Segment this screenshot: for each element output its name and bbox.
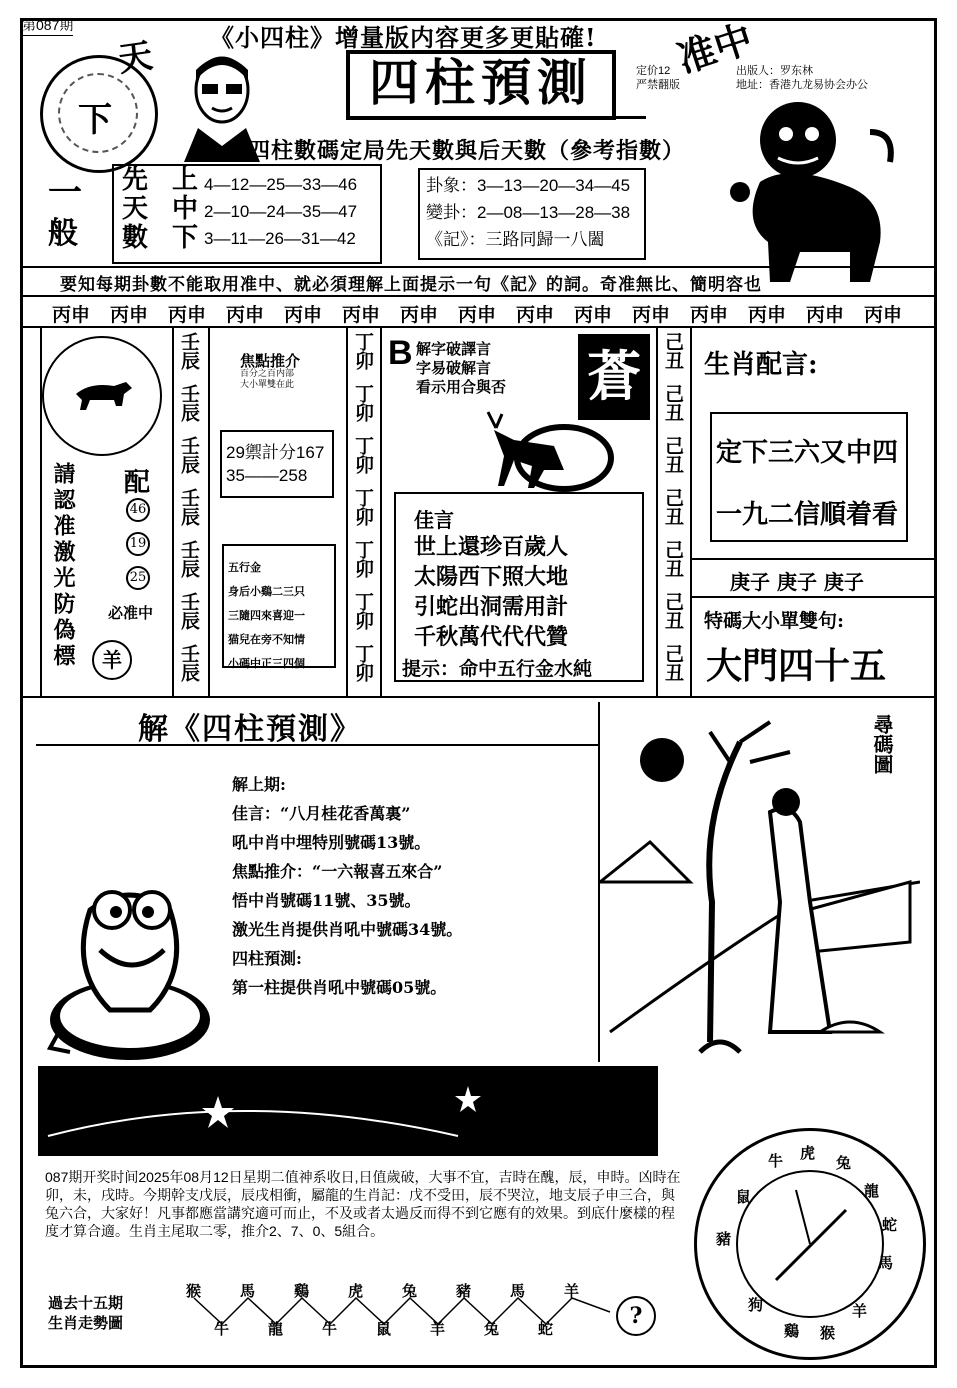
jiayan-title: 佳言 (414, 508, 454, 532)
wuxing-line: 身后小鷄二三只 (228, 585, 305, 598)
wheel-sign: 豬 (716, 1230, 732, 1248)
grid-line (656, 328, 658, 696)
solution-lines (232, 770, 462, 1002)
band-item: 丙申 (342, 304, 381, 326)
solution-line: 吼中肖中埋特別號碼13號。 (232, 833, 431, 852)
wheel-needle (736, 1170, 884, 1318)
xiantian-mid-label (172, 166, 198, 253)
wuxing-line: 小碼中正三四個 (228, 657, 305, 670)
gua-label: 變卦： (426, 203, 477, 222)
lottery-paragraph: 087期开奖时间2025年08月12日星期二值神系收日,日值歲破，大事不宜，吉時在醜，辰，申時。凶時在卯，未，戌時。今期幹支戊辰，辰戌相衝，屬龍的生肖記：戊不受田，辰不哭泣，地支辰子申三合，與兔六合，大家好！凡事都應當講究適可而止，不及或者太過反而得不到它應有的效果。到底什麼樣的程度才算合適。生肖主尾取二零，推介2、7、0、5組合。 (45, 1169, 681, 1239)
ox-icon (70, 376, 136, 418)
jichou-column (660, 332, 692, 696)
trend-top-item: 兔 (402, 1282, 418, 1300)
zodiac-title: 生肖配言: (704, 350, 818, 380)
renchen-item: 壬辰 (178, 488, 200, 526)
b-line: 字易破解言 (416, 359, 492, 377)
renchen-item: 壬辰 (178, 332, 200, 370)
renchen-item: 壬辰 (178, 592, 200, 630)
solution-line: 佳言：“八月桂花香萬裏” (232, 804, 411, 823)
trend-top-item: 猴 (186, 1282, 202, 1300)
calligraphy-1: 天 (115, 35, 156, 81)
renchen-column (176, 332, 208, 696)
xiantian-row: 4—12—25—33—46 (204, 175, 358, 194)
label-tian: 天 (122, 194, 149, 224)
wheel-sign: 鼠 (736, 1188, 752, 1206)
band-item: 丙申 (516, 304, 555, 326)
poem-line: 千秋萬代代代贊 (414, 624, 569, 650)
page-title: 四柱預測 (346, 50, 616, 120)
band-item: 丙申 (226, 304, 265, 326)
no-copy: 严禁翻版 (636, 79, 680, 91)
trend-top-item: 羊 (564, 1282, 580, 1300)
label-xia: 下 (172, 223, 199, 253)
band-item: 丙申 (52, 304, 91, 326)
grid-line (208, 328, 210, 696)
trend-top-item: 鷄 (294, 1282, 310, 1300)
wheel-sign: 龍 (864, 1182, 880, 1200)
grid-line (346, 328, 348, 696)
issue-number: 第087期 (22, 15, 73, 36)
wheel-sign: 馬 (878, 1254, 894, 1272)
trend-bottom-item: 龍 (268, 1320, 284, 1338)
yang-badge: 羊 (92, 640, 132, 680)
trend-top-item: 馬 (510, 1282, 526, 1300)
divider (20, 266, 937, 268)
band-item: 丙申 (400, 304, 439, 326)
bizhun-label: 必准中 (108, 604, 154, 622)
gua-rows (426, 172, 630, 253)
xiantian-row: 2—10—24—35—47 (204, 202, 358, 221)
focus-title: 焦點推介 (240, 352, 301, 370)
divider (690, 596, 937, 598)
cang-block: 蒼 (578, 334, 650, 420)
wheel-sign: 虎 (800, 1144, 816, 1162)
laser-vertical-text: 請認准激光防偽標 (50, 462, 76, 670)
band-item: 丙申 (574, 304, 613, 326)
solution-line: 焦點推介：“一六報喜五來合” (232, 862, 443, 881)
jichou-item: 己丑 (662, 644, 684, 682)
renchen-item: 壬辰 (178, 436, 200, 474)
wuxing-line: 三隨四來喜迎一 (228, 609, 305, 622)
solution-title: 解《四柱預測》 (138, 712, 362, 747)
b-letter: B (388, 334, 413, 372)
special-value: 大門四十五 (706, 645, 887, 687)
band-item: 丙申 (690, 304, 729, 326)
special-label: 特碼大小單雙句: (704, 610, 845, 632)
gua-label: 《記》： (426, 230, 486, 249)
address: 地址：香港九龙易协会办公 (736, 79, 868, 91)
pei-num: 19 (126, 532, 150, 556)
jichou-item: 己丑 (662, 540, 684, 578)
wheel-sign: 兔 (836, 1154, 852, 1172)
title-underline (346, 116, 646, 119)
pei-num: 46 (126, 498, 150, 522)
renchen-item: 壬辰 (178, 540, 200, 578)
jiayan-poem (414, 532, 568, 652)
poem-line: 太陽西下照大地 (414, 564, 569, 590)
price: 定价12 (636, 65, 671, 77)
jichou-item: 己丑 (662, 592, 684, 630)
band-item: 丙申 (632, 304, 671, 326)
band-item: 丙申 (806, 304, 845, 326)
wheel-sign: 蛇 (882, 1216, 898, 1234)
gua-value: 三路同歸一八闔 (485, 230, 605, 249)
deer-image (474, 410, 614, 494)
slogan: 猜中必中 百發百中 (466, 1132, 625, 1154)
renchen-item: 壬辰 (178, 644, 200, 682)
jichou-item: 己丑 (662, 384, 684, 422)
focus-calc-1: 29禦計分167 (226, 443, 325, 462)
dingmao-item: 丁卯 (352, 644, 374, 682)
dingmao-item: 丁卯 (352, 384, 374, 422)
solution-line: 悟中肖號碼11號、35號。 (232, 891, 421, 910)
trend-top-item: 虎 (348, 1282, 364, 1300)
dingmao-item: 丁卯 (352, 592, 374, 630)
band-item: 丙申 (284, 304, 323, 326)
xiantian-row: 3—11—26—31—42 (204, 229, 356, 248)
trend-top-item: 豬 (456, 1282, 472, 1300)
poem-line: 引蛇出洞需用計 (414, 594, 569, 620)
top-banner: 《小四柱》增量版内容更多更貼確! (210, 23, 597, 52)
publisher: 出版人：罗东林 (736, 65, 813, 77)
trend-bottom-item: 羊 (430, 1320, 446, 1338)
bingshen-band (20, 295, 937, 328)
trend-bottom-item: 蛇 (538, 1320, 554, 1338)
focus-sub2: 大小單雙在此 (240, 379, 295, 389)
b-line: 看示用合與否 (416, 378, 507, 396)
scene-image (600, 702, 920, 1062)
band-item: 丙申 (748, 304, 787, 326)
label-zhong: 中 (172, 194, 199, 224)
band-item: 丙申 (168, 304, 207, 326)
trend-bottom-item: 兔 (484, 1320, 500, 1338)
pei-num: 25 (126, 566, 150, 590)
trend-zigzag-line (180, 1290, 620, 1330)
jichou-item: 己丑 (662, 488, 684, 526)
trend-top-item: 馬 (240, 1282, 256, 1300)
zodiac-line-1: 定下三六又中四 (716, 438, 899, 468)
label-shu: 數 (122, 223, 149, 253)
gua-label: 卦象： (426, 176, 477, 195)
jichou-item: 己丑 (662, 436, 684, 474)
lion-image (720, 92, 910, 292)
b-line: 解字破譯言 (416, 340, 492, 358)
renchen-item: 壬辰 (178, 384, 200, 422)
zodiac-line-2: 一九二信順着看 (716, 500, 899, 530)
wheel-sign: 羊 (852, 1302, 868, 1320)
xiantian-left-label (122, 166, 148, 253)
focus-sub1: 百分之百内部 (240, 368, 295, 378)
band-item: 丙申 (864, 304, 903, 326)
grid-line (172, 328, 174, 696)
zhun-zhong-stamp: 准中 (671, 15, 759, 82)
grid-line (40, 328, 42, 696)
band-item: 丙申 (110, 304, 149, 326)
grid-line (20, 696, 937, 698)
dingmao-item: 丁卯 (352, 436, 374, 474)
solution-line: 激光生肖提供肖吼中號碼34號。 (232, 920, 463, 939)
trend-label-2: 生肖走勢圖 (48, 1314, 124, 1332)
wheel-sign: 鷄 (784, 1322, 800, 1340)
dingmao-item: 丁卯 (352, 488, 374, 526)
cartoon-character-image (40, 870, 220, 1060)
poem-line: 世上還珍百歲人 (414, 534, 569, 560)
xiantian-rows (204, 171, 357, 252)
calligraphy-3: 一 (48, 173, 82, 213)
wuxing-line: 猫兒在旁不知情 (228, 633, 305, 646)
xunma-label: 尋碼圖 (870, 714, 894, 774)
jichou-item: 己丑 (662, 332, 684, 370)
calligraphy-4: 般 (48, 216, 78, 251)
jiayan-hint: 提示：命中五行金水純 (402, 658, 593, 680)
trend-bottom-item: 牛 (322, 1320, 338, 1338)
wuxing-lines (228, 556, 305, 676)
gua-value: 2—08—13—28—38 (477, 203, 631, 222)
notice-line: 要知每期卦數不能取用准中、就必須理解上面提示一句《記》的詞。奇准無比、簡明容也 (60, 275, 762, 295)
wuxing-line: 五行金 (228, 561, 261, 574)
solution-line: 四柱預測: (232, 949, 302, 968)
focus-calc-2: 35——258 (226, 466, 308, 485)
question-badge: ? (616, 1296, 656, 1336)
gua-value: 3—13—20—34—45 (477, 176, 631, 195)
solution-line: 第一柱提供肖吼中號碼05號。 (232, 978, 447, 997)
dingmao-item: 丁卯 (352, 540, 374, 578)
label-xian: 先 (122, 165, 149, 195)
trend-label-1: 過去十五期 (48, 1294, 124, 1312)
calligraphy-2: 下 (78, 100, 112, 140)
trend-bottom-item: 牛 (214, 1320, 230, 1338)
dingmao-column (350, 332, 382, 696)
label-shang: 上 (172, 165, 199, 195)
b-lines (416, 340, 506, 397)
dingmao-item: 丁卯 (352, 332, 374, 370)
band-item: 丙申 (458, 304, 497, 326)
divider (690, 558, 937, 560)
solution-line: 解上期: (232, 775, 286, 794)
wheel-sign: 猴 (820, 1324, 836, 1342)
wheel-sign: 牛 (768, 1152, 784, 1170)
wheel-sign: 狗 (748, 1296, 764, 1314)
trend-bottom-item: 鼠 (376, 1320, 392, 1338)
pei-label: 配 (124, 468, 151, 498)
gengzi-line: 庚子 庚子 庚子 (730, 570, 864, 594)
section-subheading: 四柱數碼定局先天數與后天數（參考指數） (248, 138, 686, 164)
